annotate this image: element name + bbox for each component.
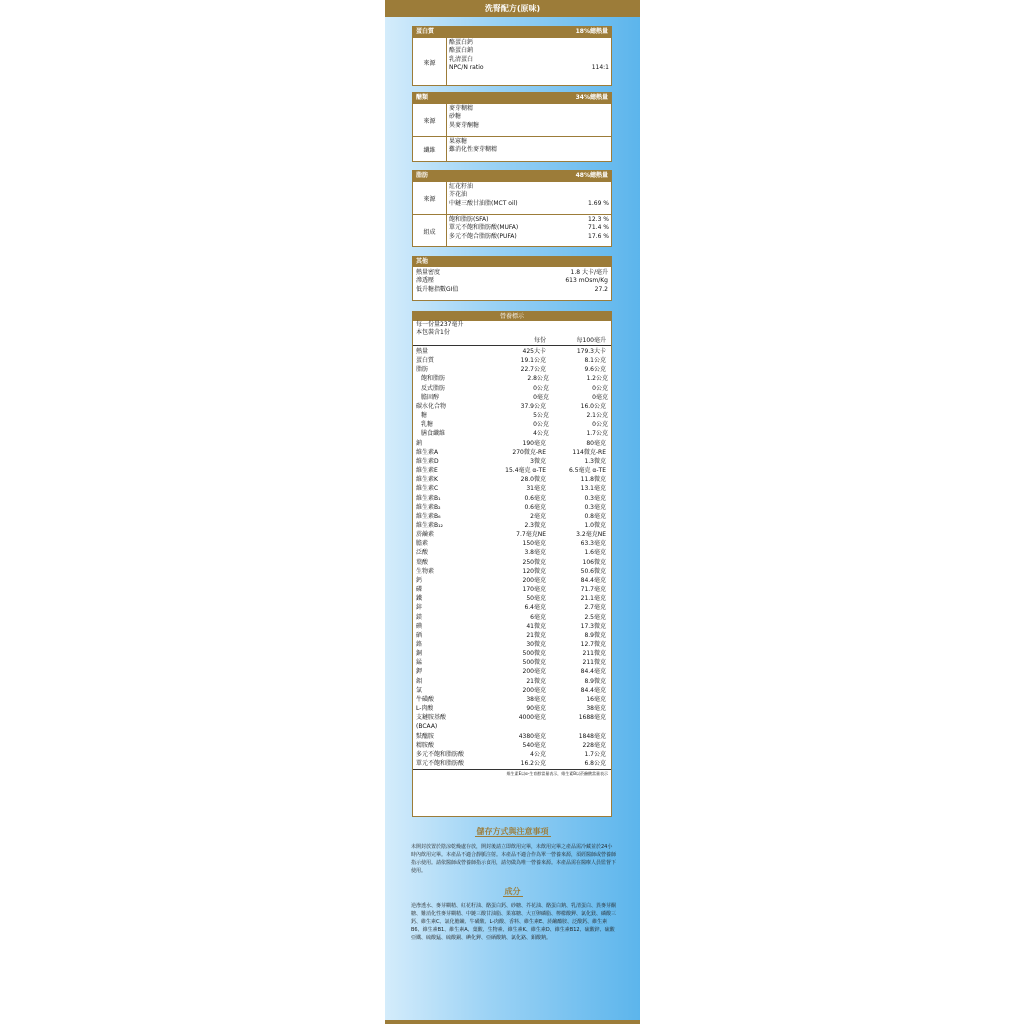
- nutrient-name: 維生素A: [416, 448, 439, 456]
- value-per-serving: 0公克: [533, 384, 549, 392]
- value-per-serving: 4公克: [530, 750, 546, 758]
- nutrient-name: (BCAA): [416, 723, 438, 731]
- nutrient-name: 熱量: [416, 348, 429, 355]
- osmolality-row: 滲透壓 613 mOsm/Kg: [416, 277, 608, 285]
- value-per-serving: 15.4毫克 α-TE: [505, 467, 546, 475]
- value-per-serving: 37.9公克: [520, 402, 546, 410]
- nutrient-name: 維生素B₆: [416, 512, 441, 520]
- nutrition-row: [413, 640, 611, 649]
- fat-box: [412, 170, 612, 247]
- nutrition-row: [413, 374, 611, 383]
- nutrition-row: [413, 686, 611, 695]
- fat-comp-item: 飽和脂肪(SFA) 12.3 %: [449, 216, 609, 223]
- nutrition-row: [413, 475, 611, 484]
- value-per-100ml: 1.6毫克: [584, 549, 606, 557]
- nutrient-name: 泛酸: [416, 549, 429, 557]
- carb-box: [412, 92, 612, 162]
- value-per-serving: 200毫克: [522, 686, 546, 694]
- value-per-100ml: 12.7微克: [580, 641, 606, 648]
- nutrition-row: [413, 384, 611, 393]
- nutrition-row: [413, 484, 611, 493]
- value-per-serving: 22.7公克: [520, 366, 546, 374]
- value-per-100ml: 38毫克: [586, 705, 606, 713]
- nutrition-row: [413, 457, 611, 466]
- value-per-100ml: 1688毫克: [578, 714, 606, 722]
- nutrition-row: [413, 695, 611, 704]
- nutrient-name: 維生素B₁₂: [416, 521, 443, 529]
- value-per-100ml: 1.2公克: [586, 375, 608, 383]
- nutrient-name: 乳糖: [421, 421, 434, 429]
- value-per-serving: 2.8公克: [527, 375, 549, 383]
- nutrition-row: [413, 402, 611, 411]
- storage-title: 儲存方式與注意事項: [476, 827, 549, 836]
- nutrition-row: [413, 466, 611, 475]
- nutrient-name: 銅: [416, 650, 423, 658]
- other-box: [412, 256, 612, 301]
- value-per-100ml: 13.1毫克: [580, 485, 606, 493]
- nutrient-name: 硒: [416, 631, 423, 639]
- nutrient-name: 碳水化合物: [416, 402, 447, 410]
- value-per-serving: 41微克: [526, 622, 546, 630]
- carb-source-item: 麥芽糊精: [449, 105, 474, 112]
- nutrition-row: [413, 576, 611, 585]
- gi-row: 低升糖指數GI值 27.2: [416, 285, 608, 293]
- nutrition-row: [413, 713, 611, 722]
- protein-source-label: 來源: [413, 38, 447, 86]
- value-per-100ml: 1.3微克: [584, 457, 606, 465]
- nutrition-row: [413, 420, 611, 429]
- nutrition-row: [413, 448, 611, 457]
- nutrition-rows: [413, 346, 611, 768]
- npc-ratio-row: NPC/N ratio 114:1: [449, 64, 609, 72]
- protein-energy: 18%總熱量: [575, 28, 608, 35]
- value-per-100ml: 2.5毫克: [584, 613, 606, 621]
- value-per-100ml: 1.7公克: [584, 750, 606, 758]
- value-per-100ml: 16毫克: [586, 695, 606, 703]
- nutrition-row: [413, 649, 611, 658]
- other-title: 其他: [416, 258, 429, 265]
- value-per-serving: 170毫克: [522, 586, 546, 594]
- col-per-100ml: 每100毫升: [576, 337, 606, 344]
- nutrition-row: [413, 503, 611, 512]
- nutrition-row: [413, 750, 611, 759]
- nutrition-row: [413, 521, 611, 530]
- col-per-serving: 每份: [533, 337, 546, 344]
- nutrient-name: 鐵: [416, 595, 423, 603]
- nutrition-row: [413, 347, 611, 356]
- nutrition-row: [413, 741, 611, 750]
- fat-comp-item: 單元不飽和脂肪酸(MUFA) 71.4 %: [449, 224, 609, 232]
- nutrient-name: 鈣: [416, 576, 423, 584]
- carb-fiber-item: 難消化性麥芽糊精: [449, 146, 498, 154]
- product-title: 洗腎配方(原味): [484, 4, 541, 13]
- value-per-100ml: 17.3微克: [580, 622, 606, 630]
- fat-composition-group: [413, 214, 611, 247]
- nutrition-row: [413, 704, 611, 713]
- value-per-serving: 2毫克: [530, 512, 546, 520]
- nutrition-row: [413, 722, 611, 731]
- nutrient-name: 膽素: [416, 540, 429, 548]
- nutrition-row: [413, 539, 611, 548]
- fat-comp-item: 多元不飽合脂肪酸(PUFA) 17.6 %: [449, 232, 609, 240]
- nutrition-row: [413, 677, 611, 686]
- carb-source-item: 砂糖: [449, 113, 462, 121]
- carb-energy: 34%總熱量: [575, 94, 608, 101]
- value-per-serving: 190毫克: [522, 439, 546, 447]
- carb-title: 醣類: [416, 94, 429, 101]
- value-per-100ml: 50.6微克: [580, 567, 606, 575]
- value-per-100ml: 228毫克: [582, 741, 606, 749]
- serving-size: 每一份量237毫升: [416, 321, 464, 328]
- value-per-100ml: 84.4毫克: [580, 668, 606, 676]
- value-per-100ml: 84.4毫克: [580, 686, 606, 694]
- nutrient-name: 鉻: [416, 641, 423, 648]
- nutrient-name: L-肉酸: [416, 705, 434, 713]
- nutrient-name: 維生素C: [416, 485, 439, 493]
- fat-title: 脂肪: [416, 172, 429, 179]
- nutrient-name: 菸鹼素: [416, 531, 435, 539]
- nutrition-row: [413, 411, 611, 420]
- value-per-serving: 200毫克: [522, 576, 546, 584]
- nutrient-name: 脂肪: [416, 366, 429, 374]
- value-per-serving: 0毫克: [533, 393, 549, 401]
- value-per-100ml: 3.2毫克NE: [576, 531, 606, 539]
- value-per-100ml: 179.3大卡: [576, 348, 606, 355]
- value-per-serving: 19.1公克: [520, 357, 546, 365]
- value-per-serving: 3.8毫克: [524, 549, 546, 557]
- energy-density-row: 熱量密度 1.8 大卡/毫升: [416, 269, 608, 276]
- nutrient-name: 膳食纖維: [421, 430, 446, 438]
- nutrition-row: [413, 622, 611, 631]
- nutrition-column-headers: [413, 337, 611, 346]
- protein-source-item: 乳清蛋白: [449, 55, 474, 63]
- nutrient-name: 蛋白質: [416, 357, 435, 365]
- nutrient-name: 糖: [421, 412, 428, 420]
- value-per-serving: 0.6毫克: [524, 494, 546, 502]
- value-per-serving: 0公克: [533, 421, 549, 429]
- value-per-serving: 540毫克: [522, 741, 546, 749]
- carb-fiber-item: 果寡糖: [449, 138, 468, 145]
- value-per-serving: 150毫克: [522, 540, 546, 548]
- value-per-100ml: 1848毫克: [578, 732, 606, 740]
- fat-energy: 48%總熱量: [575, 172, 608, 179]
- value-per-100ml: 106微克: [582, 558, 606, 566]
- protein-source-item: 酪蛋白鈉: [449, 47, 474, 55]
- fat-source-item: 芥花油: [449, 191, 468, 199]
- nutrient-name: 生物素: [416, 567, 435, 575]
- nutrition-row: [413, 759, 611, 768]
- nutrient-name: 磷: [416, 586, 423, 594]
- value-per-serving: 0.6毫克: [524, 503, 546, 511]
- value-per-serving: 7.7毫克NE: [516, 531, 546, 539]
- nutrient-name: 牛磺酸: [416, 695, 435, 703]
- carb-source-item: 異麥芽酮糖: [449, 121, 480, 129]
- nutrient-name: 支鏈胺基酸: [416, 714, 447, 722]
- value-per-serving: 270微克-RE: [512, 448, 546, 456]
- nutrient-name: 鉀: [416, 668, 423, 676]
- value-per-100ml: 6.8公克: [584, 760, 606, 768]
- nutrient-name: 維生素D: [416, 457, 439, 465]
- nutrition-row: [413, 594, 611, 603]
- nutrition-row: [413, 356, 611, 365]
- value-per-serving: 200毫克: [522, 668, 546, 676]
- nutrient-name: 多元不飽和脂肪酸: [416, 750, 465, 758]
- value-per-serving: 38毫克: [526, 695, 546, 703]
- nutrient-name: 維生素K: [416, 476, 438, 484]
- nutrition-row: [413, 603, 611, 612]
- value-per-serving: 16.2公克: [520, 760, 546, 768]
- value-per-serving: 50毫克: [526, 595, 546, 603]
- value-per-100ml: 0公克: [592, 421, 608, 429]
- value-per-100ml: 16.0公克: [580, 402, 606, 410]
- nutrient-name: 膽固醇: [421, 393, 440, 401]
- nutrient-name: 鎂: [416, 613, 423, 621]
- value-per-100ml: 8.9微克: [584, 677, 606, 685]
- nutrient-name: 錳: [416, 659, 423, 667]
- bottom-band: [385, 1020, 640, 1024]
- value-per-100ml: 2.7毫克: [584, 604, 606, 612]
- nutrition-row: [413, 558, 611, 567]
- nutrient-name: 精胺酸: [416, 741, 435, 749]
- value-per-serving: 31毫克: [526, 485, 546, 493]
- value-per-100ml: 0公克: [592, 384, 608, 392]
- value-per-serving: 4380毫克: [518, 732, 546, 740]
- value-per-100ml: 2.1公克: [586, 412, 608, 420]
- nutrient-name: 麩醯胺: [416, 732, 435, 740]
- value-per-serving: 2.3微克: [524, 521, 546, 529]
- value-per-100ml: 71.7毫克: [580, 586, 606, 594]
- value-per-100ml: 8.1公克: [584, 357, 606, 365]
- carb-header: [413, 93, 611, 103]
- value-per-100ml: 0.8毫克: [584, 512, 606, 520]
- value-per-100ml: 21.1毫克: [580, 595, 606, 603]
- other-header: [413, 257, 611, 267]
- nutrient-name: 單元不飽和脂肪酸: [416, 760, 465, 768]
- nutrient-name: 碘: [416, 622, 423, 630]
- protein-header: [413, 27, 611, 37]
- value-per-serving: [486, 722, 546, 731]
- protein-source-item: 酪蛋白鈣: [449, 39, 474, 46]
- value-per-100ml: 211微克: [582, 659, 606, 667]
- value-per-serving: 4000毫克: [518, 714, 546, 722]
- nutrition-row: [413, 631, 611, 640]
- nutrition-row: [413, 732, 611, 741]
- value-per-100ml: 63.3毫克: [580, 540, 606, 548]
- nutrient-name: 鋅: [416, 604, 423, 612]
- product-label-panel: [385, 0, 640, 1024]
- nutrition-footnote: 維生素E以α-生育醇當量表示，維生素B以菸鹼酸當量表示: [413, 769, 611, 778]
- value-per-100ml: 1.0微克: [584, 521, 606, 529]
- protein-source-group: [413, 37, 611, 86]
- value-per-100ml: 8.9微克: [584, 631, 606, 639]
- nutrient-name: 維生素B₂: [416, 503, 441, 511]
- value-per-serving: 28.0微克: [520, 476, 546, 484]
- fat-source-item: 中鏈三酸甘油脂(MCT oil) 1.69 %: [449, 199, 609, 207]
- value-per-serving: 120微克: [522, 567, 546, 575]
- nutrition-facts-box: [412, 311, 612, 817]
- nutrition-row: [413, 494, 611, 503]
- value-per-serving: 5公克: [533, 412, 549, 420]
- value-per-serving: 30微克: [526, 641, 546, 648]
- value-per-100ml: 80毫克: [586, 439, 606, 447]
- nutrition-row: [413, 667, 611, 676]
- servings-per-pack: 本包裝含1份: [416, 329, 450, 336]
- nutrient-name: 維生素E: [416, 467, 438, 475]
- value-per-serving: 90毫克: [526, 705, 546, 713]
- value-per-serving: 3微克: [530, 457, 546, 465]
- nutrition-row: [413, 439, 611, 448]
- nutrition-row: [413, 548, 611, 557]
- nutrition-row: [413, 585, 611, 594]
- nutrition-title: 營養標示: [413, 312, 611, 321]
- fat-source-item: 紅花籽油: [449, 183, 474, 190]
- carb-fiber-label: 纖維: [413, 137, 447, 161]
- value-per-100ml: 84.4毫克: [580, 576, 606, 584]
- value-per-serving: 4公克: [533, 430, 549, 438]
- storage-text: 未開封放置於陰涼乾燥處存放，開封後請立即飲用完畢，未飲用完畢之產品需冷藏並於24小時內飲用完畢。本產品不適合靜脈注射。本產品不適合作為單一營養來源，須經醫師或營養師指示使用。請依醫師或營養師指示食用，請勿做為唯一營養來源。本產品需在醫療人員監督下使用。: [411, 844, 617, 874]
- value-per-100ml: 11.8微克: [580, 476, 606, 484]
- ingredients-title: 成分: [504, 887, 521, 896]
- nutrient-name: 反式脂肪: [421, 384, 446, 392]
- carb-fiber-group: [413, 136, 611, 161]
- value-per-serving: 6.4毫克: [524, 604, 546, 612]
- nutrient-name: 氯: [416, 686, 423, 694]
- nutrition-row: [413, 567, 611, 576]
- value-per-serving: 425大卡: [522, 348, 546, 355]
- protein-title: 蛋白質: [416, 28, 435, 35]
- nutrient-name: 鉬: [416, 677, 423, 685]
- nutrient-name: 飽和脂肪: [421, 375, 446, 383]
- value-per-serving: 500微克: [522, 650, 546, 658]
- nutrition-row: [413, 512, 611, 521]
- value-per-100ml: 1.7公克: [586, 430, 608, 438]
- nutrition-row: [413, 365, 611, 374]
- fat-source-group: [413, 181, 611, 214]
- value-per-100ml: 6.5毫克 α-TE: [568, 467, 606, 475]
- value-per-100ml: 114微克-RE: [572, 448, 606, 456]
- value-per-serving: 21微克: [526, 631, 546, 639]
- value-per-100ml: [546, 722, 606, 731]
- nutrition-row: [413, 429, 611, 438]
- nutrition-row: [413, 530, 611, 539]
- product-title-band: [385, 0, 640, 17]
- ingredients-text: 逆滲透水、麥芽糊精、紅花籽油、酪蛋白鈣、砂糖、芥花油、酪蛋白鈉、乳清蛋白、異麥芽酮糖、難消化性麥芽糊精、中鏈三酸甘油脂、果寡糖、大豆卵磷脂、檸檬酸鉀、氯化鎂、磷酸三鈣、維生素C、氯化膽鹼、牛磺酸、L-肉酸、香料、維生素E、菸鹼醯胺、泛酸鈣、維生素B6、維生素B1、維生素A、葉酸、生物素、維生素K、維生素D、維生素B12、硫酸鋅、硫酸亞鐵、硫酸錳、硫酸銅、碘化鉀、亞硒酸鈉、氯化鉻、鉬酸鈉。: [411, 903, 617, 941]
- nutrition-row: [413, 613, 611, 622]
- value-per-serving: 250微克: [522, 558, 546, 566]
- value-per-serving: 6毫克: [530, 613, 546, 621]
- value-per-100ml: 211微克: [582, 650, 606, 658]
- value-per-100ml: 0毫克: [592, 393, 608, 401]
- value-per-100ml: 0.3毫克: [584, 503, 606, 511]
- fat-header: [413, 171, 611, 181]
- value-per-100ml: 0.3毫克: [584, 494, 606, 502]
- nutrient-name: 鈉: [416, 439, 423, 447]
- fat-comp-label: 組成: [413, 215, 447, 247]
- value-per-100ml: 9.6公克: [584, 366, 606, 374]
- carb-source-label: 來源: [413, 104, 447, 136]
- fat-source-label: 來源: [413, 182, 447, 214]
- value-per-serving: 21微克: [526, 677, 546, 685]
- nutrient-name: 葉酸: [416, 558, 429, 566]
- value-per-serving: 500微克: [522, 659, 546, 667]
- nutrition-row: [413, 658, 611, 667]
- protein-box: [412, 26, 612, 86]
- nutrition-row: [413, 393, 611, 402]
- nutrient-name: 維生素B₁: [416, 494, 441, 502]
- carb-source-group: [413, 103, 611, 136]
